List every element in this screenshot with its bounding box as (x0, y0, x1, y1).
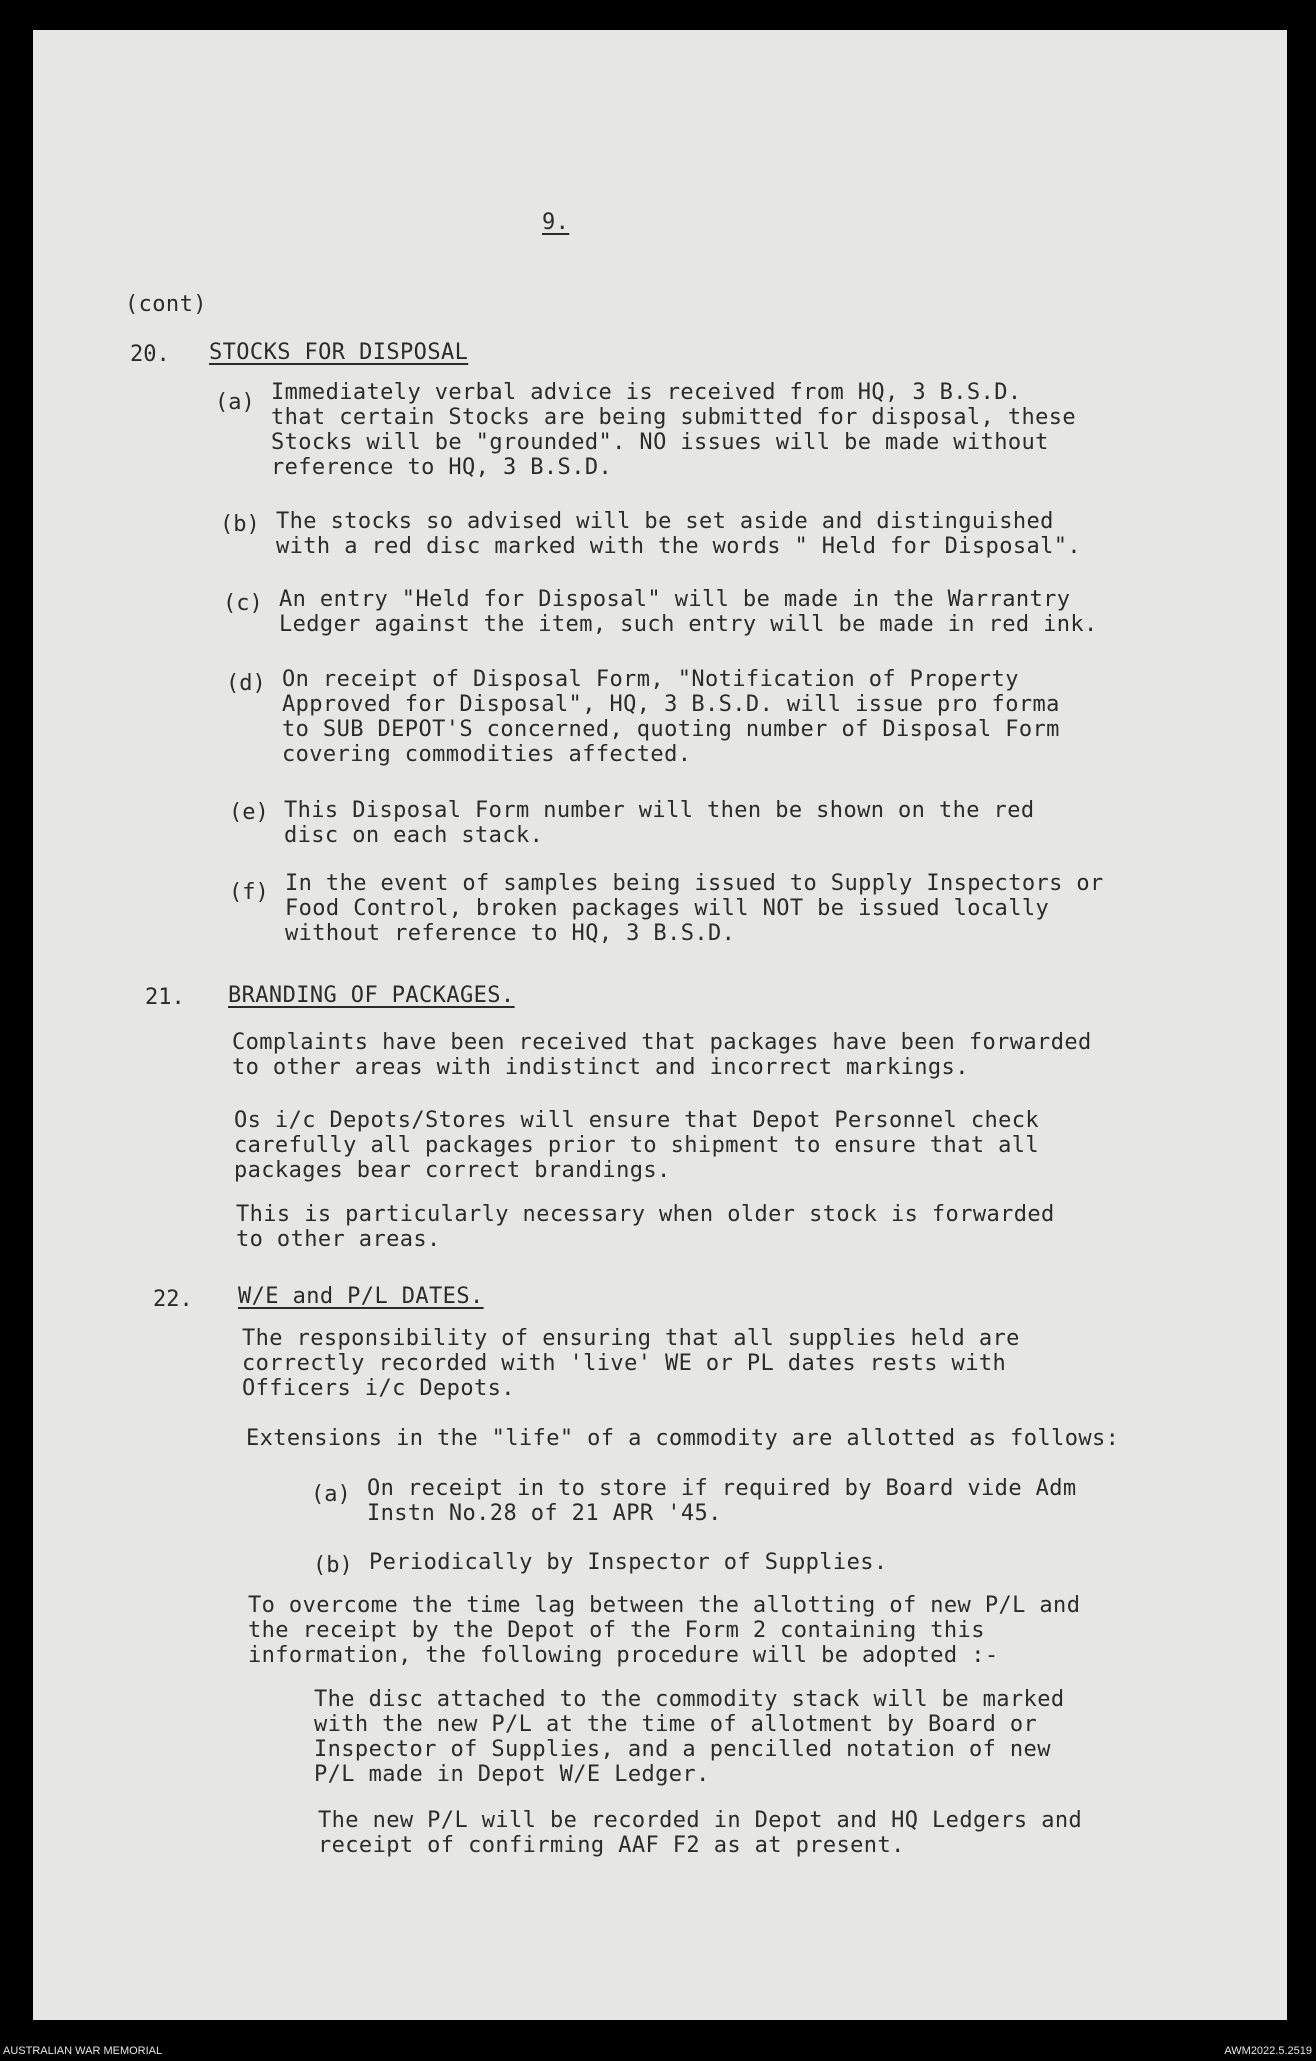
item-label: (c) (223, 591, 263, 616)
paragraph-line: The new P/L will be recorded in Depot and HQ Ledgers and (318, 1808, 1083, 1833)
item-label: (e) (229, 800, 269, 825)
paragraph-line: with the new P/L at the time of allotment by Board or (314, 1712, 1038, 1737)
paragraph-line: correctly recorded with 'live' WE or PL dates rests with (242, 1351, 1007, 1376)
paragraph-line: P/L made in Depot W/E Ledger. (314, 1762, 710, 1787)
page-number: 9. (542, 210, 570, 235)
item-label: (a) (215, 390, 255, 415)
item-line: disc on each stack. (284, 823, 544, 848)
item-line: Food Control, broken packages will NOT be issued locally (285, 896, 1050, 921)
item-line: This Disposal Form number will then be shown on the red (284, 798, 1035, 823)
item-label: (b) (313, 1553, 353, 1578)
paragraph-line: to other areas. (236, 1227, 441, 1252)
item-label: (f) (229, 880, 269, 905)
item-line: Stocks will be "grounded". NO issues will be made without (271, 430, 1049, 455)
item-line: The stocks so advised will be set aside and distinguished (276, 509, 1054, 534)
item-line: On receipt in to store if required by Board vide Adm (367, 1476, 1077, 1501)
item-line: covering commodities affected. (282, 742, 692, 767)
paragraph-line: Inspector of Supplies, and a pencilled notation of new (314, 1737, 1051, 1762)
paragraph-line: carefully all packages prior to shipment to ensure that all (234, 1133, 1040, 1158)
section-20-number: 20. (130, 342, 170, 367)
paragraph-line: Officers i/c Depots. (242, 1376, 515, 1401)
section-21-heading: BRANDING OF PACKAGES. (228, 983, 515, 1008)
item-label: (d) (226, 671, 266, 696)
item-line: with a red disc marked with the words " Held for Disposal". (276, 534, 1082, 559)
item-line: without reference to HQ, 3 B.S.D. (285, 921, 736, 946)
footer-catalog-id: AWM2022.5.2519 (1224, 2045, 1312, 2057)
item-line: An entry "Held for Disposal" will be made in the Warrantry (279, 587, 1071, 612)
paragraph-line: the receipt by the Depot of the Form 2 containing this (248, 1618, 985, 1643)
item-line: reference to HQ, 3 B.S.D. (271, 455, 613, 480)
item-line: Approved for Disposal", HQ, 3 B.S.D. will issue pro forma (282, 692, 1060, 717)
item-line: that certain Stocks are being submitted for disposal, these (271, 405, 1077, 430)
section-22-number: 22. (153, 1287, 193, 1312)
section-20-heading: STOCKS FOR DISPOSAL (209, 340, 469, 365)
item-line: Immediately verbal advice is received from HQ, 3 B.S.D. (271, 380, 1022, 405)
paragraph-line: receipt of confirming AAF F2 as at present. (318, 1833, 905, 1858)
section-21-number: 21. (145, 985, 185, 1010)
item-line: Ledger against the item, such entry will be made in red ink. (279, 612, 1098, 637)
item-line: Periodically by Inspector of Supplies. (369, 1550, 888, 1575)
section-22-heading: W/E and P/L DATES. (238, 1284, 484, 1309)
footer-institution: AUSTRALIAN WAR MEMORIAL (3, 2045, 163, 2057)
document-page (33, 30, 1287, 2020)
item-label: (b) (220, 512, 260, 537)
continued-label: (cont) (125, 292, 207, 317)
item-line: to SUB DEPOT'S concerned, quoting number of Disposal Form (282, 717, 1060, 742)
item-line: Instn No.28 of 21 APR '45. (367, 1501, 722, 1526)
paragraph-line: Os i/c Depots/Stores will ensure that Depot Personnel check (234, 1108, 1040, 1133)
paragraph-line: To overcome the time lag between the allotting of new P/L and (248, 1593, 1081, 1618)
paragraph-line: This is particularly necessary when older stock is forwarded (236, 1202, 1055, 1227)
item-line: In the event of samples being issued to Supply Inspectors or (285, 871, 1104, 896)
item-line: On receipt of Disposal Form, "Notification of Property (282, 667, 1019, 692)
paragraph-line: to other areas with indistinct and incorrect markings. (232, 1055, 969, 1080)
item-label: (a) (311, 1482, 351, 1507)
paragraph-line: The disc attached to the commodity stack will be marked (314, 1687, 1065, 1712)
paragraph-line: The responsibility of ensuring that all supplies held are (242, 1326, 1020, 1351)
paragraph-line: packages bear correct brandings. (234, 1158, 671, 1183)
paragraph-line: information, the following procedure will be adopted :- (248, 1643, 999, 1668)
paragraph-line: Complaints have been received that packages have been forwarded (232, 1030, 1092, 1055)
paragraph-line: Extensions in the "life" of a commodity are allotted as follows: (246, 1426, 1120, 1451)
